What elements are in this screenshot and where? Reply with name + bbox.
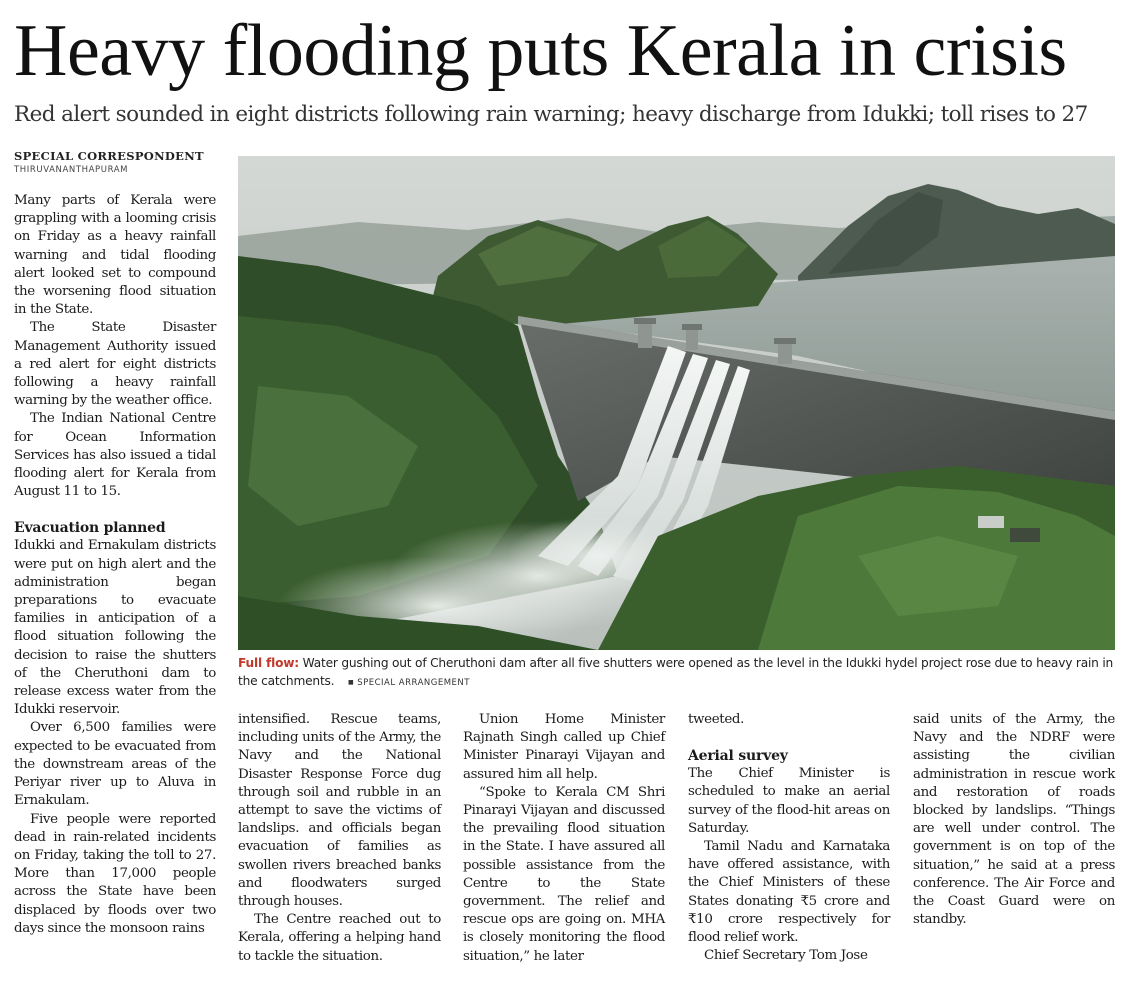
paragraph: Union Home Minister Rajnath Singh called up Chief Minister Pinarayi Vijayan and assured him all help. [463, 712, 665, 782]
dam-photo [238, 156, 1115, 650]
deck-subheadline: Red alert sounded in eight districts following rain warning; heavy discharge from Idukki; toll rises to 27 [14, 102, 1088, 127]
article-column-5 [913, 711, 1115, 929]
paragraph: “Spoke to Kerala CM Shri Pinarayi Vijayan and discussed the prevailing flood situation in the State. I have assured all possible assistance from the Centre to the State government. The relief and rescue ops are going on. MHA is closely monitoring the flood situation,” he later [463, 784, 665, 964]
paragraph: The Chief Minister is scheduled to make an aerial survey of the flood-hit areas on Saturday. [688, 766, 890, 836]
caption-lead: Full flow: [238, 656, 299, 670]
paragraph: Idukki and Ernakulam districts were put on high alert and the administration began preparations to evacuate families in anticipation of a flood situation following the decision to raise the shutters of the Cheruthoni dam to release excess water from the Idukki reservoir. [14, 538, 216, 718]
subhead-evacuation: Evacuation planned [14, 520, 166, 537]
paragraph: said units of the Army, the Navy and the NDRF were assisting the civilian administration in rescue work and restoration of roads blocked by landslips. “Things are well under control. The government is on top of the situation,” he said at a press conference. The Air Force and the Coast Guard were on standby. [913, 712, 1115, 928]
photo-caption [238, 654, 1115, 692]
paragraph: The Centre reached out to Kerala, offering a helping hand to tackle the situation. [238, 912, 441, 964]
article-column-2 [238, 711, 441, 966]
paragraph: Five people were reported dead in rain-related incidents on Friday, taking the toll to 27. More than 17,000 people across the State have been displaced by floods over two days since the monsoon rains [14, 811, 216, 936]
subhead-aerial-survey: Aerial survey [688, 748, 788, 765]
paragraph: Many parts of Kerala were grappling with a looming crisis on Friday as a heavy rainfall warning and tidal flooding alert looked set to compound the worsening flood situation in the State. [14, 193, 216, 318]
paragraph: Over 6,500 families were expected to be evacuated from the downstream areas of the Periyar river up to Aluva in Ernakulam. [14, 720, 216, 809]
paragraph: intensified. Rescue teams, including units of the Army, the Navy and the National Disaster Response Force dug through soil and rubble in an attempt to save the victims of landslips. and officials began evacuation of families as swollen rivers breached banks and floodwaters surged through houses. [238, 712, 441, 910]
byline-place: THIRUVANANTHAPURAM [14, 165, 129, 175]
paragraph: Tamil Nadu and Karnataka have offered assistance, with the Chief Ministers of these States donating ₹5 crore and ₹10 crore respectively for flood relief work. [688, 839, 890, 946]
article-column-4 [688, 711, 890, 965]
paragraph: tweeted. [688, 712, 745, 727]
byline-name: SPECIAL CORRESPONDENT [14, 149, 204, 163]
article-column-1 [14, 192, 216, 938]
headline: Heavy flooding puts Kerala in crisis [14, 10, 1067, 92]
byline [14, 149, 224, 177]
paragraph: The Indian National Centre for Ocean Information Services has also issued a tidal flooding alert for Kerala from August 11 to 15. [14, 411, 216, 500]
caption-text: Water gushing out of Cheruthoni dam after all five shutters were opened as the level in the Idukki hydel project rose due to heavy rain in the catchments. [238, 656, 1114, 688]
article-column-3 [463, 711, 665, 966]
photo-credit: ■ SPECIAL ARRANGEMENT [348, 678, 470, 688]
paragraph: Chief Secretary Tom Jose [704, 948, 868, 964]
paragraph: The State Disaster Management Authority issued a red alert for eight districts following a heavy rainfall warning by the weather office. [14, 320, 216, 409]
